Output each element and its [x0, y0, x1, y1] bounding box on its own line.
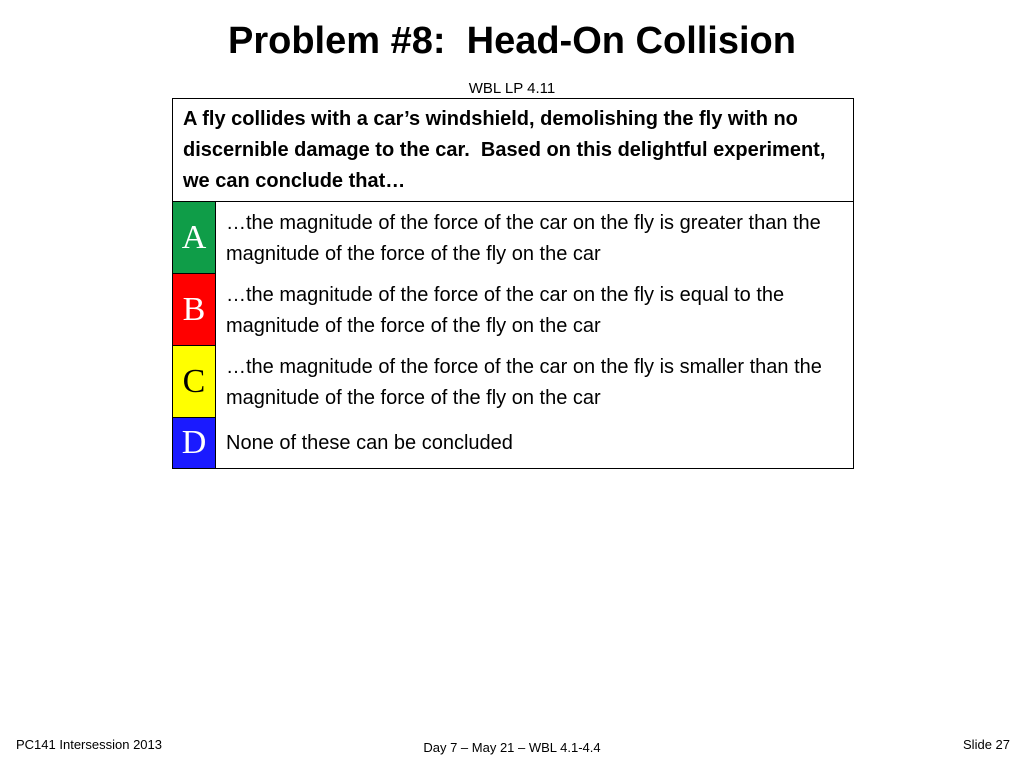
question-text: A fly collides with a car’s windshield, demolishing the fly with no discernible damage to the car. Based on this delightful experiment, we can conclude that…	[173, 99, 853, 202]
choice-a[interactable]	[173, 202, 853, 274]
slide-subtitle: WBL LP 4.11	[468, 80, 556, 97]
choice-d-text: None of these can be concluded	[226, 432, 513, 454]
choice-b-text: …the magnitude of the force of the car on the fly is equal to the magnitude of the force of the fly on the car	[226, 284, 785, 337]
choice-c-letter: C	[173, 346, 216, 418]
footer-course: PC141 Intersession 2013	[16, 737, 162, 752]
choice-d-letter: D	[173, 418, 216, 468]
footer-slide-number: Slide 27	[963, 737, 1010, 752]
choice-b[interactable]	[173, 274, 853, 346]
choice-d[interactable]	[173, 418, 853, 468]
question-table	[172, 98, 854, 469]
slide-title: Problem #8: Head-On Collision	[228, 20, 796, 62]
footer-day: Day 7 – May 21 – WBL 4.1-4.4	[423, 740, 601, 755]
choice-a-letter: A	[173, 202, 216, 274]
choice-c[interactable]	[173, 346, 853, 418]
choice-c-text: …the magnitude of the force of the car on the fly is smaller than the magnitude of the force of the fly on the car	[226, 356, 822, 409]
choice-b-letter: B	[173, 274, 216, 346]
choice-a-text: …the magnitude of the force of the car on the fly is greater than the magnitude of the force of the fly on the car	[226, 212, 821, 265]
